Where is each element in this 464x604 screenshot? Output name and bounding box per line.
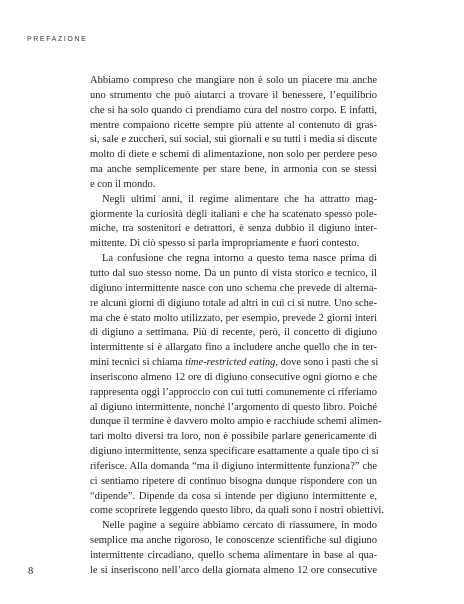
text-line: come scoprirete leggendo questo libro, da quali sono i nostri obiettivi. <box>90 505 384 517</box>
text-line: ci sentiamo ripetere di continuo bisogna dunque rispondere con un <box>90 475 377 487</box>
body-text <box>90 74 384 579</box>
text-line: re alcuni giorni di digiuno totale ad altri in cui ci si nutre. Uno sche- <box>90 297 377 309</box>
text-line: Nelle pagine a seguire abbiamo cercato di riassumere, in modo <box>102 520 377 532</box>
text-line: di digiuno a settimana. Più di recente, però, il concetto di digiuno <box>90 327 377 339</box>
text-line: ma anche semplicemente per stare bene, in armonia con se stessi <box>90 164 377 176</box>
text-line: le si inseriscono nell’arco della giornata almeno 12 ore consecutive <box>90 564 377 576</box>
text-line: tutto dal suo stesso nome. Da un punto di vista storico e tecnico, il <box>90 267 377 279</box>
text-line: intermittente circadiano, quello schema alimentare in base al qua- <box>90 550 377 561</box>
text-line: inseriscono almeno 12 ore di digiuno consecutive ogni giorno e che <box>90 371 377 383</box>
text-line: si, sale e zuccheri, sui social, sui giornali e su tutti i media si discute <box>90 134 377 146</box>
text-line: che si ha solo quando ci prendiamo cura del nostro corpo. E infatti, <box>90 104 377 116</box>
text-line: ma che è stato molto utilizzato, per esempio, prevede 2 giorni interi <box>90 312 377 324</box>
text-line: riferisce. Alla domanda “ma il digiuno intermittente funziona?” che <box>90 460 377 472</box>
text-line <box>90 356 377 371</box>
text-line: La confusione che regna intorno a questo tema nasce prima di <box>102 253 377 265</box>
running-head: PREFAZIONE <box>27 36 88 43</box>
text-run: , dove sono i pasti che si <box>275 357 379 369</box>
text-line: molto di diete e schemi di alimentazione, non solo per perdere peso <box>90 149 377 161</box>
text-line: uno strumento che può aiutarci a trovare il benessere, l’equilibrio <box>90 89 377 101</box>
text-line: dunque il termine è davvero molto ampio e racchiude schemi alimen- <box>90 416 382 428</box>
text-line: tari molto diversi tra loro, non è possibile parlare genericamente di <box>90 431 377 443</box>
italic-term: time-restricted eating <box>185 357 276 369</box>
text-line: e con il mondo. <box>90 178 156 190</box>
text-line: mentre compaiono ricette sempre più attente al contenuto di gras- <box>90 119 377 131</box>
text-line: Negli ultimi anni, il regime alimentare che ha attratto mag- <box>102 193 377 205</box>
text-line: “dipende”. Dipende da cosa si intende per digiuno intermittente e, <box>90 490 377 502</box>
text-line: Abbiamo compreso che mangiare non è solo un piacere ma anche <box>90 75 377 86</box>
page-number: 8 <box>28 566 34 577</box>
text-line: digiuno intermittente nasce con uno schema che prevede di alterna- <box>90 282 377 294</box>
text-line: giormente la curiosità degli italiani e che ha scatenato spesso pole- <box>90 208 377 220</box>
text-line: intermittente si è allargato fino a includere anche quello che in ter- <box>90 342 377 354</box>
text-line: semplice ma anche rigoroso, le conoscenze scientifiche sul digiuno <box>90 535 377 547</box>
text-run: mini tecnici si chiama <box>90 357 186 369</box>
text-line: al digiuno intermittente, nonché l’argomento di questo libro. Poiché <box>90 401 377 413</box>
text-line: rappresenta oggi l’approccio con cui tutti comunemente ci riferiamo <box>90 386 377 398</box>
text-line: digiuno intermittente, senza specificare esattamente a quale tipo ci si <box>90 446 379 458</box>
text-line: mittente. Di ciò spesso si parla impropriamente e fuori contesto. <box>90 238 360 250</box>
text-line: miche, tra sostenitori e detrattori, è senza dubbio il digiuno inter- <box>90 223 377 235</box>
